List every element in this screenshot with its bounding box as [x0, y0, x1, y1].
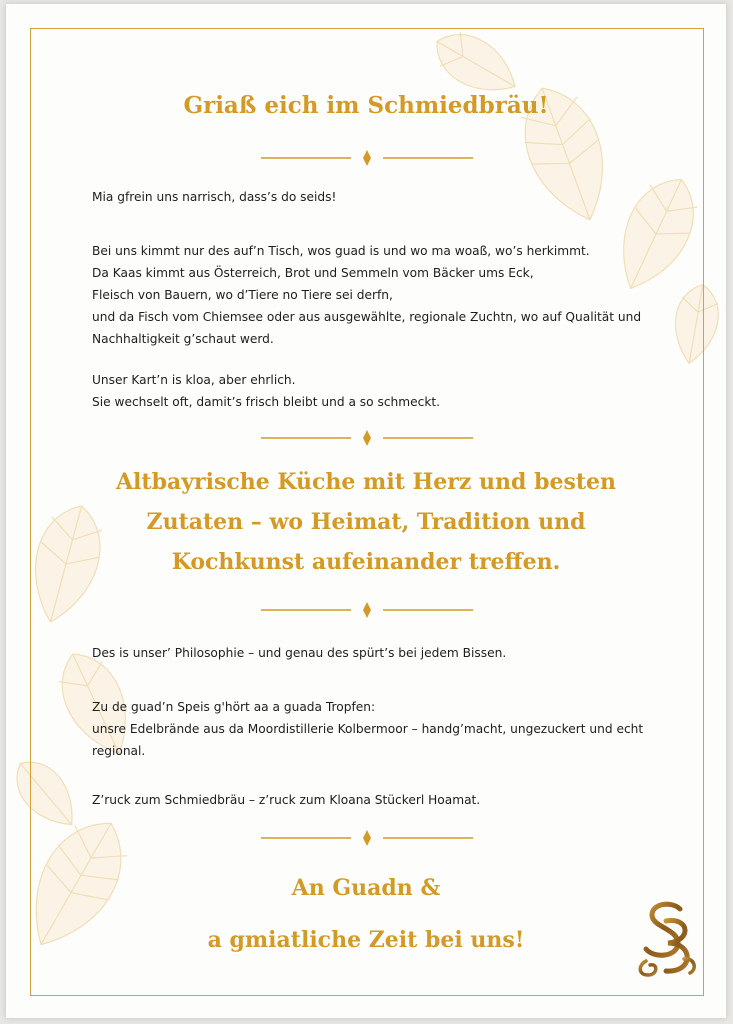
philosophy-text: Des is unser’ Philosophie – und genau des spürt’s bei jedem Bissen. [92, 646, 507, 660]
farewell-line: An Guadn & [291, 875, 441, 901]
monogram-sb-icon [632, 899, 704, 981]
intro-paragraph [92, 240, 672, 350]
welcome-text: Mia gfrein uns narrisch, dass’s do seids! [92, 190, 337, 204]
spirits-paragraph [92, 696, 672, 762]
menu-line: Unser Kart’n is kloa, aber ehrlich. [92, 373, 296, 387]
intro-line: Da Kaas kimmt aus Österreich, Brot und Semmeln vom Bäcker ums Eck, [92, 266, 534, 280]
menu-line: Sie wechselt oft, damit’s frisch bleibt und a so schmeckt. [92, 395, 441, 409]
diamond-icon [363, 430, 371, 446]
diamond-icon [363, 602, 371, 618]
divider-ornament [256, 150, 478, 166]
intro-line: Bei uns kimmt nur des auf’n Tisch, wos guad is und wo ma woaß, wo’s herkimmt. [92, 244, 590, 258]
intro-line: Fleisch von Bauern, wo d’Tiere no Tiere sei derfn, [92, 288, 393, 302]
intro-line: Nachhaltigkeit g’schaut werd. [92, 332, 274, 346]
divider-ornament [256, 430, 478, 446]
menu-paragraph [92, 369, 672, 413]
farewell [6, 862, 726, 966]
motto-line: Kochkunst aufeinander treffen. [171, 549, 561, 575]
divider-ornament [256, 602, 478, 618]
spirits-line: Zu de guad’n Speis g'hört aa a guada Tropfen: [92, 700, 376, 714]
page-heading: Griaß eich im Schmiedbräu! [183, 92, 549, 119]
motto-line: Altbayrische Küche mit Herz und besten [115, 469, 616, 495]
motto [6, 462, 726, 582]
intro-line: und da Fisch vom Chiemsee oder aus ausgewählte, regionale Zuchtn, wo auf Qualität und [92, 310, 642, 324]
motto-line: Zutaten – wo Heimat, Tradition und [146, 509, 586, 535]
farewell-line: a gmiatliche Zeit bei uns! [207, 927, 525, 953]
spirits-line: regional. [92, 744, 146, 758]
diamond-icon [363, 830, 371, 846]
spirits-line: unsre Edelbrände aus da Moordistillerie Kolbermoor – handg’macht, ungezuckert und echt [92, 722, 644, 736]
menu-sheet [6, 4, 726, 1018]
divider-ornament [256, 830, 478, 846]
diamond-icon [363, 150, 371, 166]
closing-text: Z’ruck zum Schmiedbräu – z’ruck zum Kloana Stückerl Hoamat. [92, 793, 481, 807]
